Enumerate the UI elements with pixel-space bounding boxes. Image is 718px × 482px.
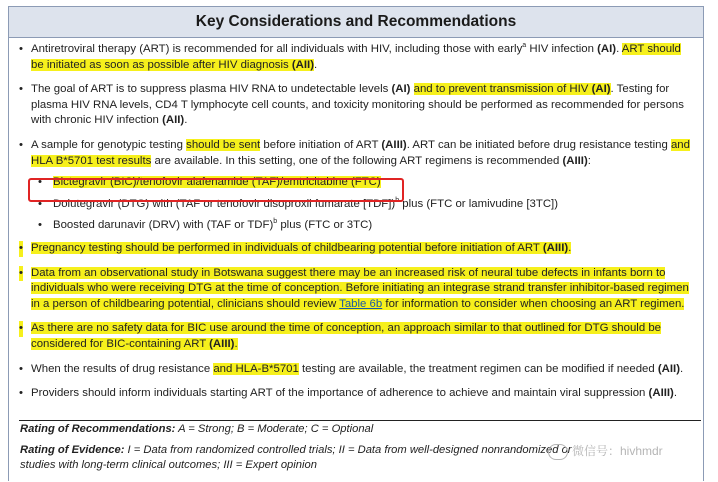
list-item: • When the results of drug resistance and HLA-B*5701 testing are available, the treatment regimen can be modified if needed (AII). [9, 362, 703, 378]
list-item [9, 266, 703, 313]
callout-box [28, 178, 404, 202]
highlight: and HLA B*5701 test results [31, 138, 690, 167]
bullet-icon: • [19, 83, 23, 96]
highlight: Bictegravir (BIC)/tenofovir alafenamide (TAF)/emtricitabine (FTC) [53, 176, 381, 189]
recommendations-list [9, 40, 703, 402]
rating-recommendations: Rating of Recommendations: A = Strong; B = Moderate; C = Optional [20, 423, 374, 435]
list-item: • A sample for genotypic testing should be sent before initiation of ART (AIII). ART can be initiated before drug resistance testing and HLA B*5701 test results are available. In this setting, one of the following ART regimens is recommended (AIII): [19, 138, 690, 167]
bullet-icon: • [38, 176, 42, 189]
bullet-icon: • [19, 362, 23, 375]
highlight: As there are no safety data for BIC use around the time of conception, an approach similar to that outlined for DTG should be considered for BIC-containing ART (AIII). [31, 322, 662, 350]
highlight: and HLA-B*5701 [213, 362, 299, 375]
highlight: and to prevent transmission of HIV (AI) [413, 83, 611, 96]
chat-bubble-icon [548, 444, 568, 460]
list-item [9, 321, 703, 352]
list-item: • Providers should inform individuals starting ART of the importance of adherence to achieve and maintain viral suppression (AIII). [9, 386, 703, 402]
list-item: • The goal of ART is to suppress plasma HIV RNA to undetectable levels (AI) and to prevent transmission of HIV (AI). Testing for plasma HIV RNA levels, CD4 T lymphocyte cell counts, and toxicity monitoring should be performed as recommended for persons with chronic HIV infection (AII). [19, 83, 684, 127]
panel-title: Key Considerations and Recommendations [9, 7, 703, 38]
rating-evidence-cont: studies with long-term clinical outcomes; III = Expert opinion [20, 459, 317, 471]
bullet-icon: • [38, 219, 42, 232]
highlight: should be sent [186, 138, 261, 151]
regimen-item: • Dolutegravir (DTG) with (TAF or tenofovir disoproxil fumarate [TDF])$^b$ plus (FTC or lamivudine [3TC]) [9, 197, 703, 213]
bullet-icon: • [19, 43, 23, 55]
watermark: 微信号：hivhmdr [548, 440, 708, 462]
bullet-icon: • [38, 197, 42, 210]
bullet-icon: • [19, 241, 23, 257]
highlight: Data from an observational study in Botswana suggest there may be an increased risk of neural tube defects in infants born to individuals who were receiving DTG at the time of conception. Before initiating an integrase strand transfer inhibitor-based regimen in a person of childbearing potential, clinicians should review Table 6b for information to consider when choosing an ART regimen. [31, 266, 689, 310]
bullet-icon: • [19, 138, 23, 151]
highlight: Pregnancy testing should be performed in individuals of childbearing potential before initiation of ART (AIII). [31, 241, 572, 254]
list-item: • Antiretroviral therapy (ART) is recommended for all individuals with HIV, including those with early$^a$ HIV infection (AI). ART should be initiated as soon as possible after HIV diagnosis (AII). [19, 42, 681, 71]
bullet-icon: • [19, 321, 23, 337]
recommendations-panel [8, 6, 704, 481]
table-6b-link[interactable]: Table 6b [339, 297, 383, 310]
bullet-icon: • [19, 387, 23, 400]
divider [19, 420, 701, 421]
bullet-icon: • [19, 266, 23, 282]
rating-evidence: Rating of Evidence: I = Data from randomized controlled trials; II = Data from well-designed nonrandomized or [20, 444, 572, 456]
list-item [9, 241, 703, 257]
highlight: ART should be initiated as soon as possible after HIV diagnosis (AII) [31, 43, 681, 71]
regimen-item: • Boosted darunavir (DRV) with (TAF or TDF)$^b$ plus (FTC or 3TC) [9, 218, 703, 234]
